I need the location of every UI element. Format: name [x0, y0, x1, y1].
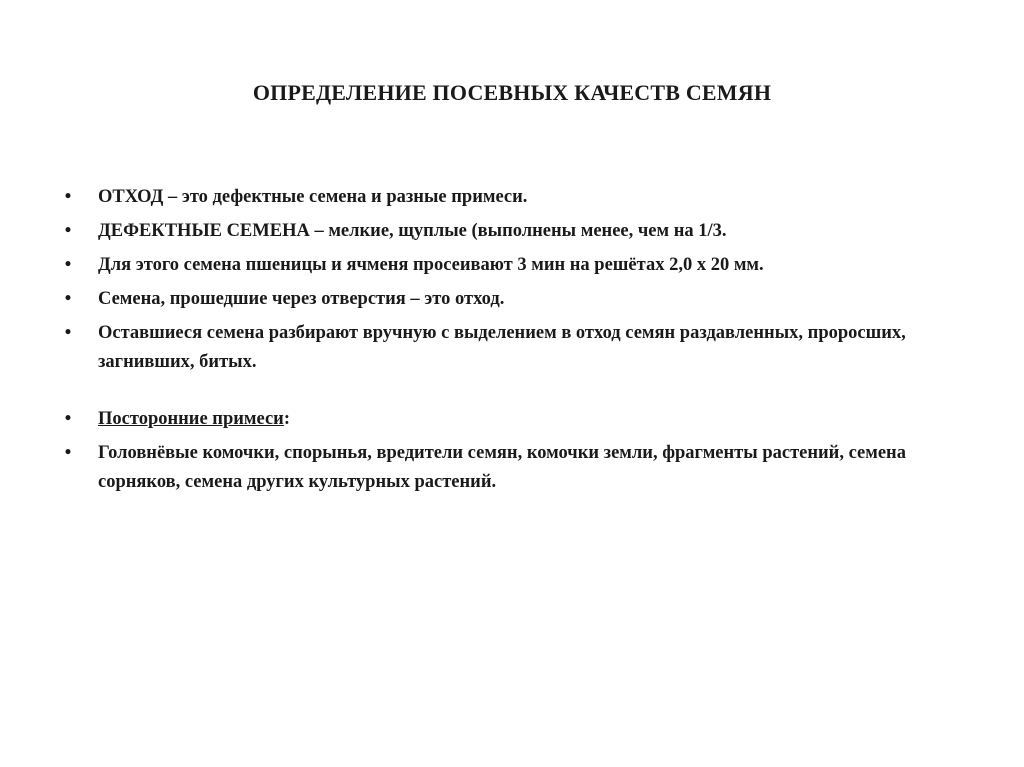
- list-item-heading: [58, 405, 958, 434]
- bullet-icon: •: [64, 323, 72, 343]
- item-text: Для этого семена пшеницы и ячменя просеивают 3 мин на решётах 2,0 х 20 мм.: [98, 255, 764, 275]
- list-item: [58, 183, 958, 212]
- item-text: Оставшиеся семена разбирают вручную с выделением в отход семян раздавленных, проросших, загнивших, битых.: [98, 323, 906, 372]
- item-text: Головнёвые комочки, спорынья, вредители семян, комочки земли, фрагменты растений, семена сорняков, семена других культурных растений.: [98, 443, 906, 492]
- section-heading: Посторонние примеси: [98, 409, 284, 429]
- slide-title: ОПРЕДЕЛЕНИЕ ПОСЕВНЫХ КАЧЕСТВ СЕМЯН: [252, 80, 772, 105]
- bullet-icon: •: [64, 289, 72, 309]
- bullet-icon: •: [64, 187, 72, 207]
- section-heading-suffix: :: [283, 409, 290, 429]
- bullet-icon: •: [64, 221, 72, 241]
- list-item: [58, 319, 958, 377]
- list-item: [58, 285, 958, 314]
- list-item: [58, 251, 958, 280]
- list-item: [58, 439, 958, 497]
- list-item: [58, 217, 958, 246]
- item-text: ДЕФЕКТНЫЕ СЕМЕНА – мелкие, щуплые (выполнены менее, чем на 1/3.: [98, 221, 727, 241]
- item-text: Семена, прошедшие через отверстия – это отход.: [98, 289, 505, 309]
- bullet-icon: •: [64, 409, 72, 429]
- bullet-list: [58, 183, 958, 502]
- bullet-icon: •: [64, 443, 72, 463]
- bullet-icon: •: [64, 255, 72, 275]
- item-text: ОТХОД – это дефектные семена и разные примеси.: [98, 187, 528, 207]
